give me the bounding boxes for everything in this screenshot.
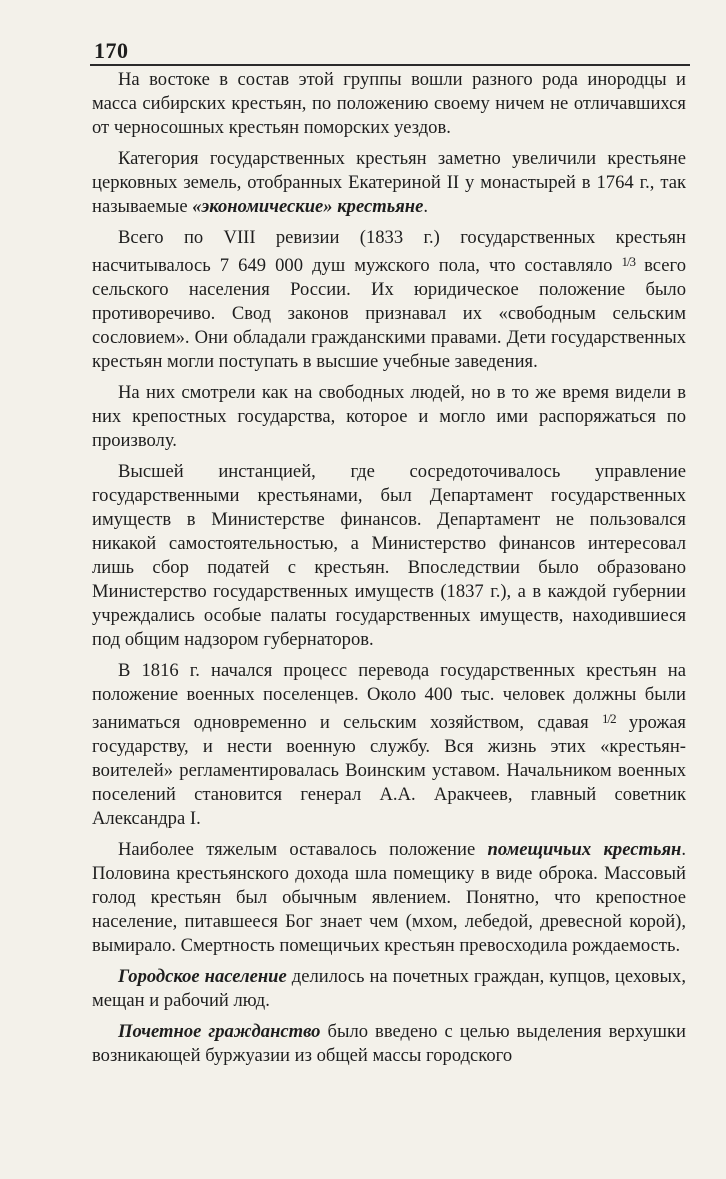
- fraction: 1/3: [621, 254, 636, 269]
- paragraph: [92, 226, 686, 374]
- text-run: На востоке в состав этой группы вошли разного рода инородцы и масса сибирских крестьян, по положению своему ничем не отличавшихся от черносошных крестьян поморских уездов.: [92, 69, 686, 138]
- fraction: 1/2: [601, 711, 616, 726]
- text-run: было введено с целью выделения верхушки возникающей буржуазии из общей массы городского: [92, 1021, 686, 1066]
- paragraph: [92, 965, 686, 1013]
- text-run: Категория государственных крестьян заметно увеличили крестьяне церковных земель, отобранных Екатериной II у монастырей в 1764 г., так называемые: [92, 148, 686, 217]
- paragraph: [92, 147, 686, 219]
- text-run: Наиболее тяжелым оставалось положение: [118, 839, 488, 860]
- text-run: На них смотрели как на свободных людей, но в то же время видели в них крепостных государства, которое и могло ими распоряжаться по произволу.: [92, 382, 686, 451]
- text-run: делилось на почетных граждан, купцов, цеховых, мещан и рабочий люд.: [92, 966, 686, 1011]
- paragraph: [92, 381, 686, 453]
- emphasized-term: Городское население: [118, 966, 287, 987]
- paragraph: [92, 659, 686, 831]
- text-run: урожая государству, и нести военную службу. Вся жизнь этих «крестьян-воителей» регламентировалась Воинским уставом. Начальником военных поселений становится генерал А.А. Аракчеев, главный советник Александра I.: [92, 712, 686, 829]
- text-run: Всего по VIII ревизии (1833 г.) государственных крестьян насчитывалось 7 649 000 душ мужского пола, что составляло: [92, 227, 686, 276]
- emphasized-term: «экономические» крестьяне: [192, 196, 424, 217]
- header-rule: [90, 64, 690, 66]
- paragraph: [92, 838, 686, 958]
- text-run: . Половина крестьянского дохода шла помещику в виде оброка. Массовый голод крестьян был обычным явлением. Понятно, что крепостное население, питавшееся Бог знает чем (мхом, лебедой, древесной корой), вымирало. Смертность помещичьих крестьян превосходила рождаемость.: [92, 839, 687, 956]
- text-run: В 1816 г. начался процесс перевода государственных крестьян на положение военных поселенцев. Около 400 тыс. человек должны были заниматься одновременно и сельским хозяйством, сдавая: [92, 660, 686, 733]
- text-run: Высшей инстанцией, где сосредоточивалось управление государственными крестьянами, был Департамент государственных имуществ в Министерстве финансов. Департамент не пользовался никакой самостоятельностью, а Министерство финансов интересовал лишь сбор податей с крестьян. Впоследствии было образовано Министерство государственных имуществ (1837 г.), а в каждой губернии учреждались особые палаты государственных имуществ, находившиеся под общим надзором губернаторов.: [92, 461, 686, 650]
- text-run: .: [423, 196, 429, 217]
- emphasized-term: помещичьих крестьян: [487, 839, 682, 860]
- paragraph: [92, 68, 686, 140]
- paragraph: [92, 460, 686, 652]
- page-number: 170: [94, 38, 129, 63]
- body-text: [92, 68, 686, 1075]
- text-run: всего сельского населения России. Их юридическое положение было противоречиво. Свод законов признавал их «свободным сельским сословием». Они обладали гражданскими правами. Дети государственных крестьян могли поступать в высшие учебные заведения.: [92, 255, 686, 372]
- paragraph: [92, 1020, 686, 1068]
- emphasized-term: Почетное гражданство: [118, 1021, 321, 1042]
